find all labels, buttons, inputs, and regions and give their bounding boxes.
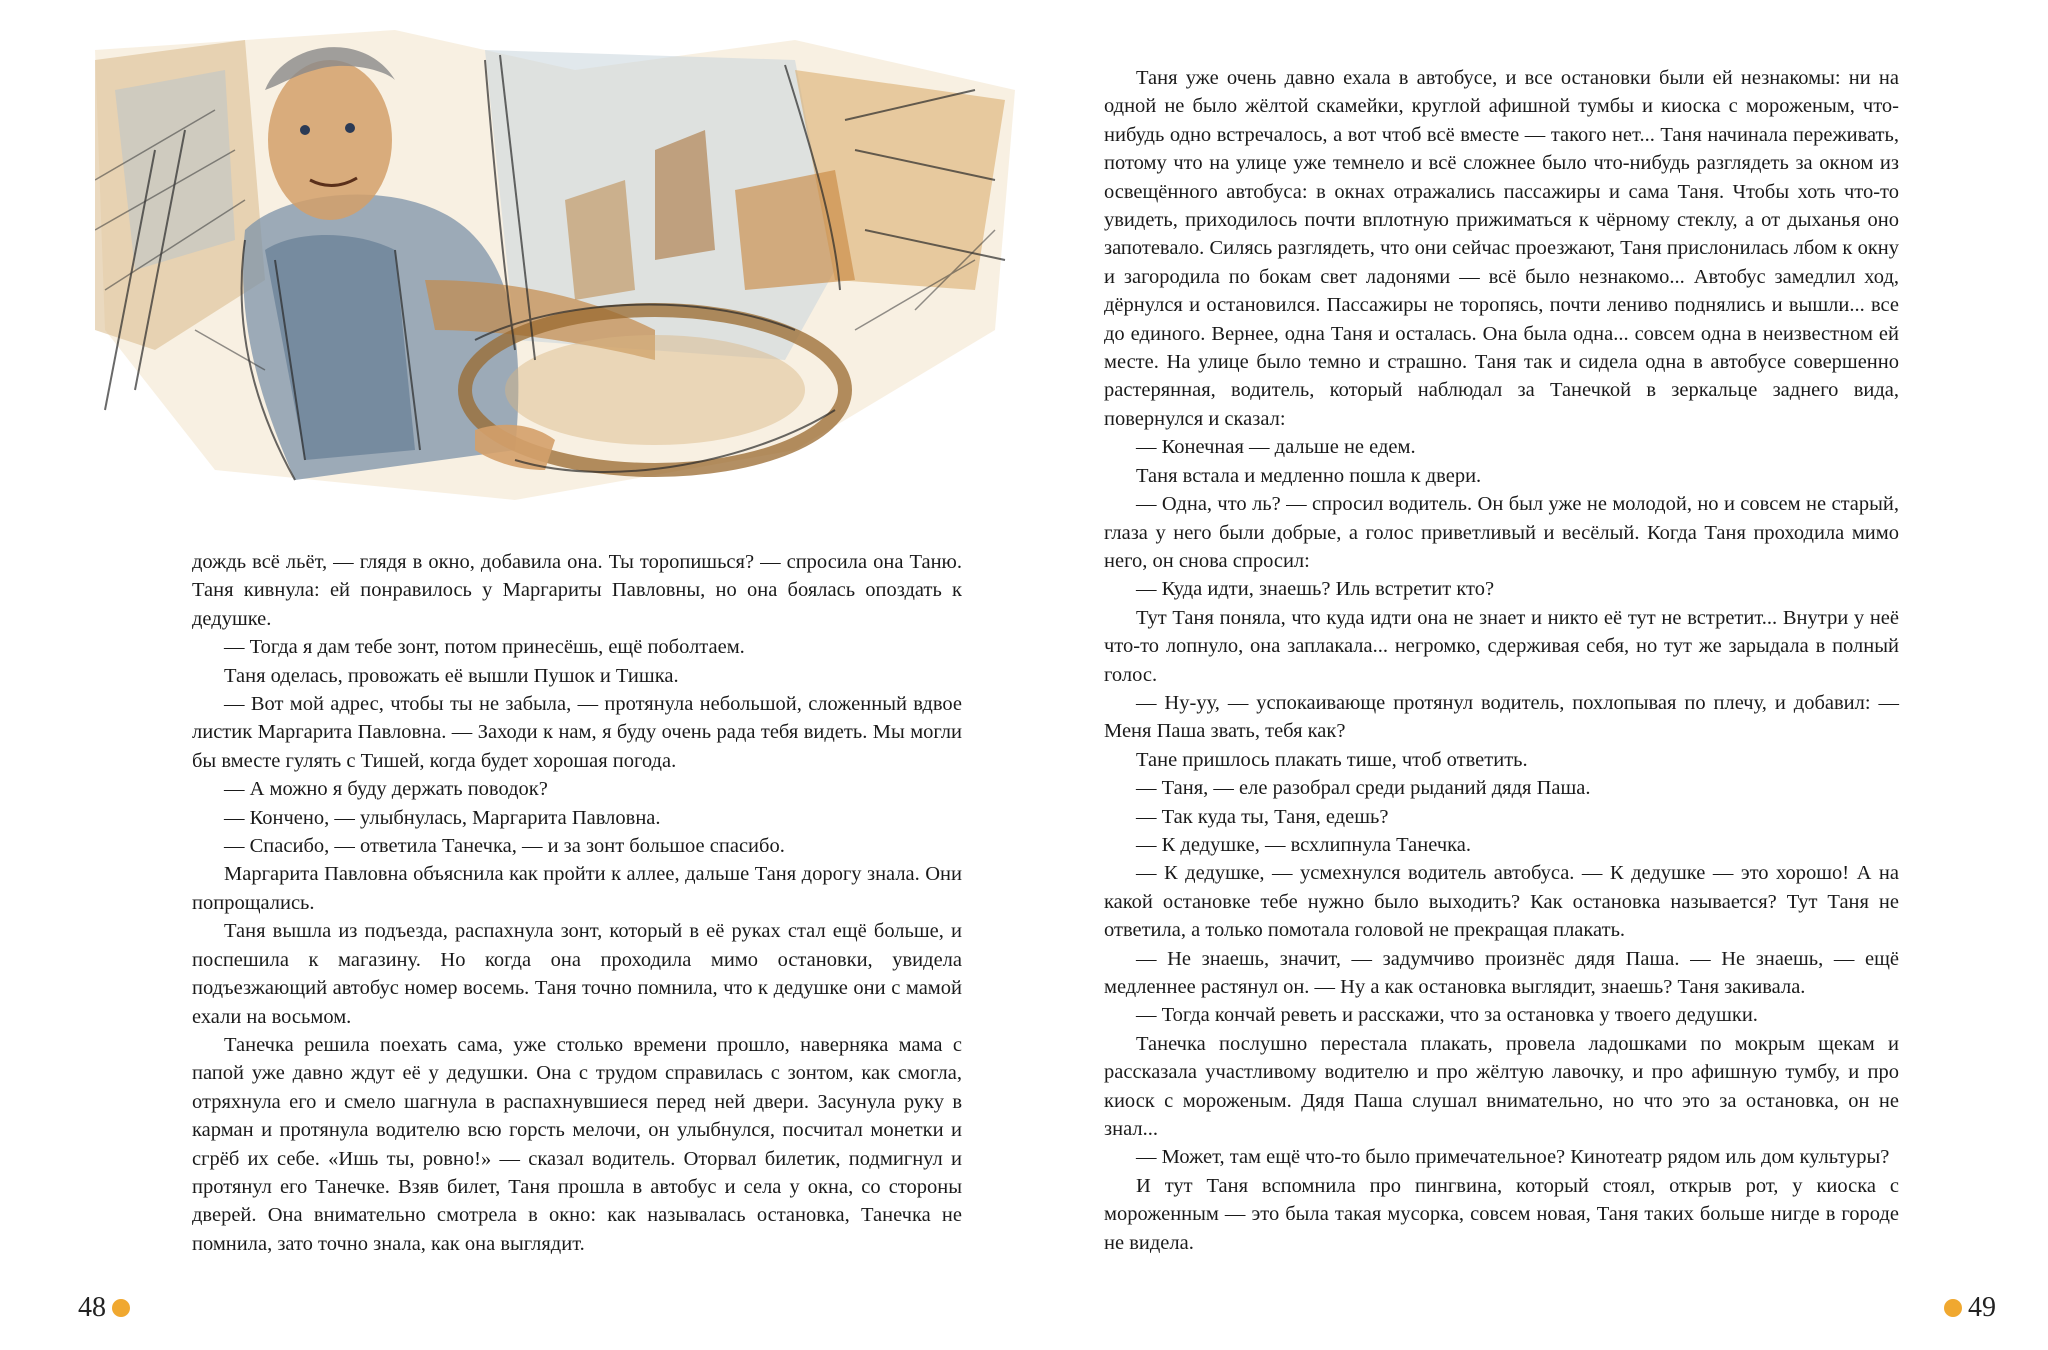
paragraph: Тут Таня поняла, что куда идти она не знает и никто её тут не встретит... Внутри у неё что-то лопнуло, она заплакала... негромко, сдерживая себя, но тут же зарыдала в полный голос.: [1104, 606, 1899, 686]
paragraph: — Одна, что ль? — спросил водитель. Он был уже не молодой, но и совсем не старый, глаза у него были добрые, а голос приветливый и весёлый. Когда Таня проходила мимо него, он снова спросил:: [1104, 493, 1899, 572]
right-page-text: [1104, 64, 1899, 1257]
paragraph: Маргарита Павловна объяснила как пройти к аллее, дальше Таня дорогу знала. Они попрощались.: [192, 863, 962, 914]
paragraph: — Вот мой адрес, чтобы ты не забыла, — протянула небольшой, сложенный вдвое листик Маргарита Павловна. — Заходи к нам, я буду очень рада тебя видеть. Мы могли бы вместе гулять с Тишей, когда будет хорошая погода.: [192, 693, 962, 772]
paragraph: дождь всё льёт, — глядя в окно, добавила она. Ты торопишься? — спросила она Таню. Таня кивнула: ей понравилось у Маргариты Павловны, но она боялась опоздать к дедушке.: [192, 551, 962, 630]
paragraph: Танечка послушно перестала плакать, провела ладошками по мокрым щекам и рассказала участливому водителю и про жёлтую лавочку, и про афишную тумбу, и про киоск с мороженым. Дядя Паша слушал внимательно, но что это за остановка, он не знал...: [1104, 1032, 1899, 1141]
paragraph: — Тогда я дам тебе зонт, потом принесёшь, ещё поболтаем.: [224, 636, 745, 659]
paragraph: — А можно я буду держать поводок?: [224, 778, 548, 801]
paragraph: — Куда идти, знаешь? Иль встретит кто?: [1136, 578, 1495, 601]
paragraph: — Так куда ты, Таня, едешь?: [1136, 805, 1389, 828]
right-page: [1024, 0, 2048, 1350]
paragraph: — К дедушке, — усмехнулся водитель автобуса. — К дедушке — это хорошо! А на какой остановке тебе нужно было выходить? Как остановка называется? Тут Таня не ответила, а только помотала головой не прекращая плакать.: [1104, 862, 1899, 942]
orange-dot-icon: [112, 1299, 130, 1317]
paragraph: — Ну-уу, — успокаивающе протянул водитель, похлопывая по плечу, и добавил: — Меня Паша звать, тебя как?: [1104, 691, 1899, 743]
paragraph: Тане пришлось плакать тише, чтоб ответить.: [1136, 748, 1528, 771]
paragraph: Танечка решила поехать сама, уже столько времени прошло, наверняка мама с папой уже давно ждут её у дедушки. Она с трудом справилась с зонтом, как смогла, отряхнула его и смело шагнула в распахнувшиеся перед ней двери. Засунула руку в карман и протянула водителю всю горсть мелочи, он улыбнулся, посчитал монетки и сгрёб их себе. «Ишь ты, ровно!» — сказал водитель. Оторвал билетик, подмигнул и протянул его Танечке. Взяв билет, Таня прошла в автобус и села у окна, со стороны дверей. Она внимательно смотрела в окно: как называлась остановка, Танечка не помнила, зато точно знала, как она выглядит.: [192, 1033, 962, 1255]
paragraph: Таня вышла из подъезда, распахнула зонт, который в её руках стал ещё больше, и поспешила к магазину. Но когда она проходила мимо остановки, увидела подъезжающий автобус номер восемь. Таня точно помнила, что к дедушке они с мамой ехали на восьмом.: [192, 920, 962, 1028]
page-number-right: [1944, 1292, 1996, 1324]
paragraph: — Не знаешь, значит, — задумчиво произнёс дядя Паша. — Не знаешь, — ещё медленнее растянул он. — Ну а как остановка выглядит, знаешь? Таня закивала.: [1104, 947, 1899, 998]
paragraph: — Тогда кончай реветь и расскажи, что за остановка у твоего дедушки.: [1136, 1004, 1758, 1027]
paragraph: Таня уже очень давно ехала в автобусе, и все остановки были ей незнакомы: ни на одной не было жёлтой скамейки, круглой афишной тумбы и киоска с мороженым, что-нибудь одно встречалось, а вот чтоб всё вместе — такого нет... Таня начинала переживать, потому что на улице уже темнело и всё сложнее было что-нибудь разглядеть за окном из освещённого автобуса: в окнах отражались пассажиры и сама Таня. Чтобы хоть что-то увидеть, приходилось почти вплотную прижиматься к чёрному стеклу, а от дыханья оно запотевало. Силясь разглядеть, что они сейчас проезжают, Таня прислонилась лбом к окну и загородила по бокам свет ладонями — всё было незнакомо... Автобус замедлил ход, дёрнулся и остановился. Пассажиры не торопясь, почти лениво поднялись и вышли... все до единого. Вернее, одна Таня и осталась. Она была одна... совсем одна в неизвестном ей месте. На улице было темно и страшно. Таня так и сидела одна в автобусе совершенно растерянная, водитель, который наблюдал за Танечкой в зеркальце заднего вида, повернулся и сказал:: [1104, 67, 1899, 430]
bus-driver-illustration: [95, 30, 1015, 510]
page-number-left: [78, 1292, 130, 1324]
orange-dot-icon: [1944, 1299, 1962, 1317]
paragraph: И тут Таня вспомнила про пингвина, который стоял, открыв рот, у киоска с мороженным — это была такая мусорка, совсем новая, Таня таких больше нигде в городе не видела.: [1104, 1174, 1899, 1254]
paragraph: — Может, там ещё что-то было примечательное? Кинотеатр рядом иль дом культуры?: [1136, 1146, 1890, 1169]
paragraph: — К дедушке, — всхлипнула Танечка.: [1136, 833, 1472, 856]
page-number-text: 48: [78, 1292, 106, 1323]
page-number-text: 49: [1968, 1292, 1996, 1323]
paragraph: — Кончено, — улыбнулась, Маргарита Павловна.: [224, 806, 661, 829]
paragraph: — Спасибо, — ответила Танечка, — и за зонт большое спасибо.: [224, 835, 785, 858]
left-page-text: [192, 548, 962, 1258]
paragraph: — Таня, — еле разобрал среди рыданий дядя Паша.: [1136, 777, 1591, 800]
paragraph: Таня оделась, провожать её вышли Пушок и Тишка.: [224, 664, 679, 687]
paragraph: — Конечная — дальше не едем.: [1136, 436, 1416, 459]
paragraph: Таня встала и медленно пошла к двери.: [1136, 464, 1482, 487]
